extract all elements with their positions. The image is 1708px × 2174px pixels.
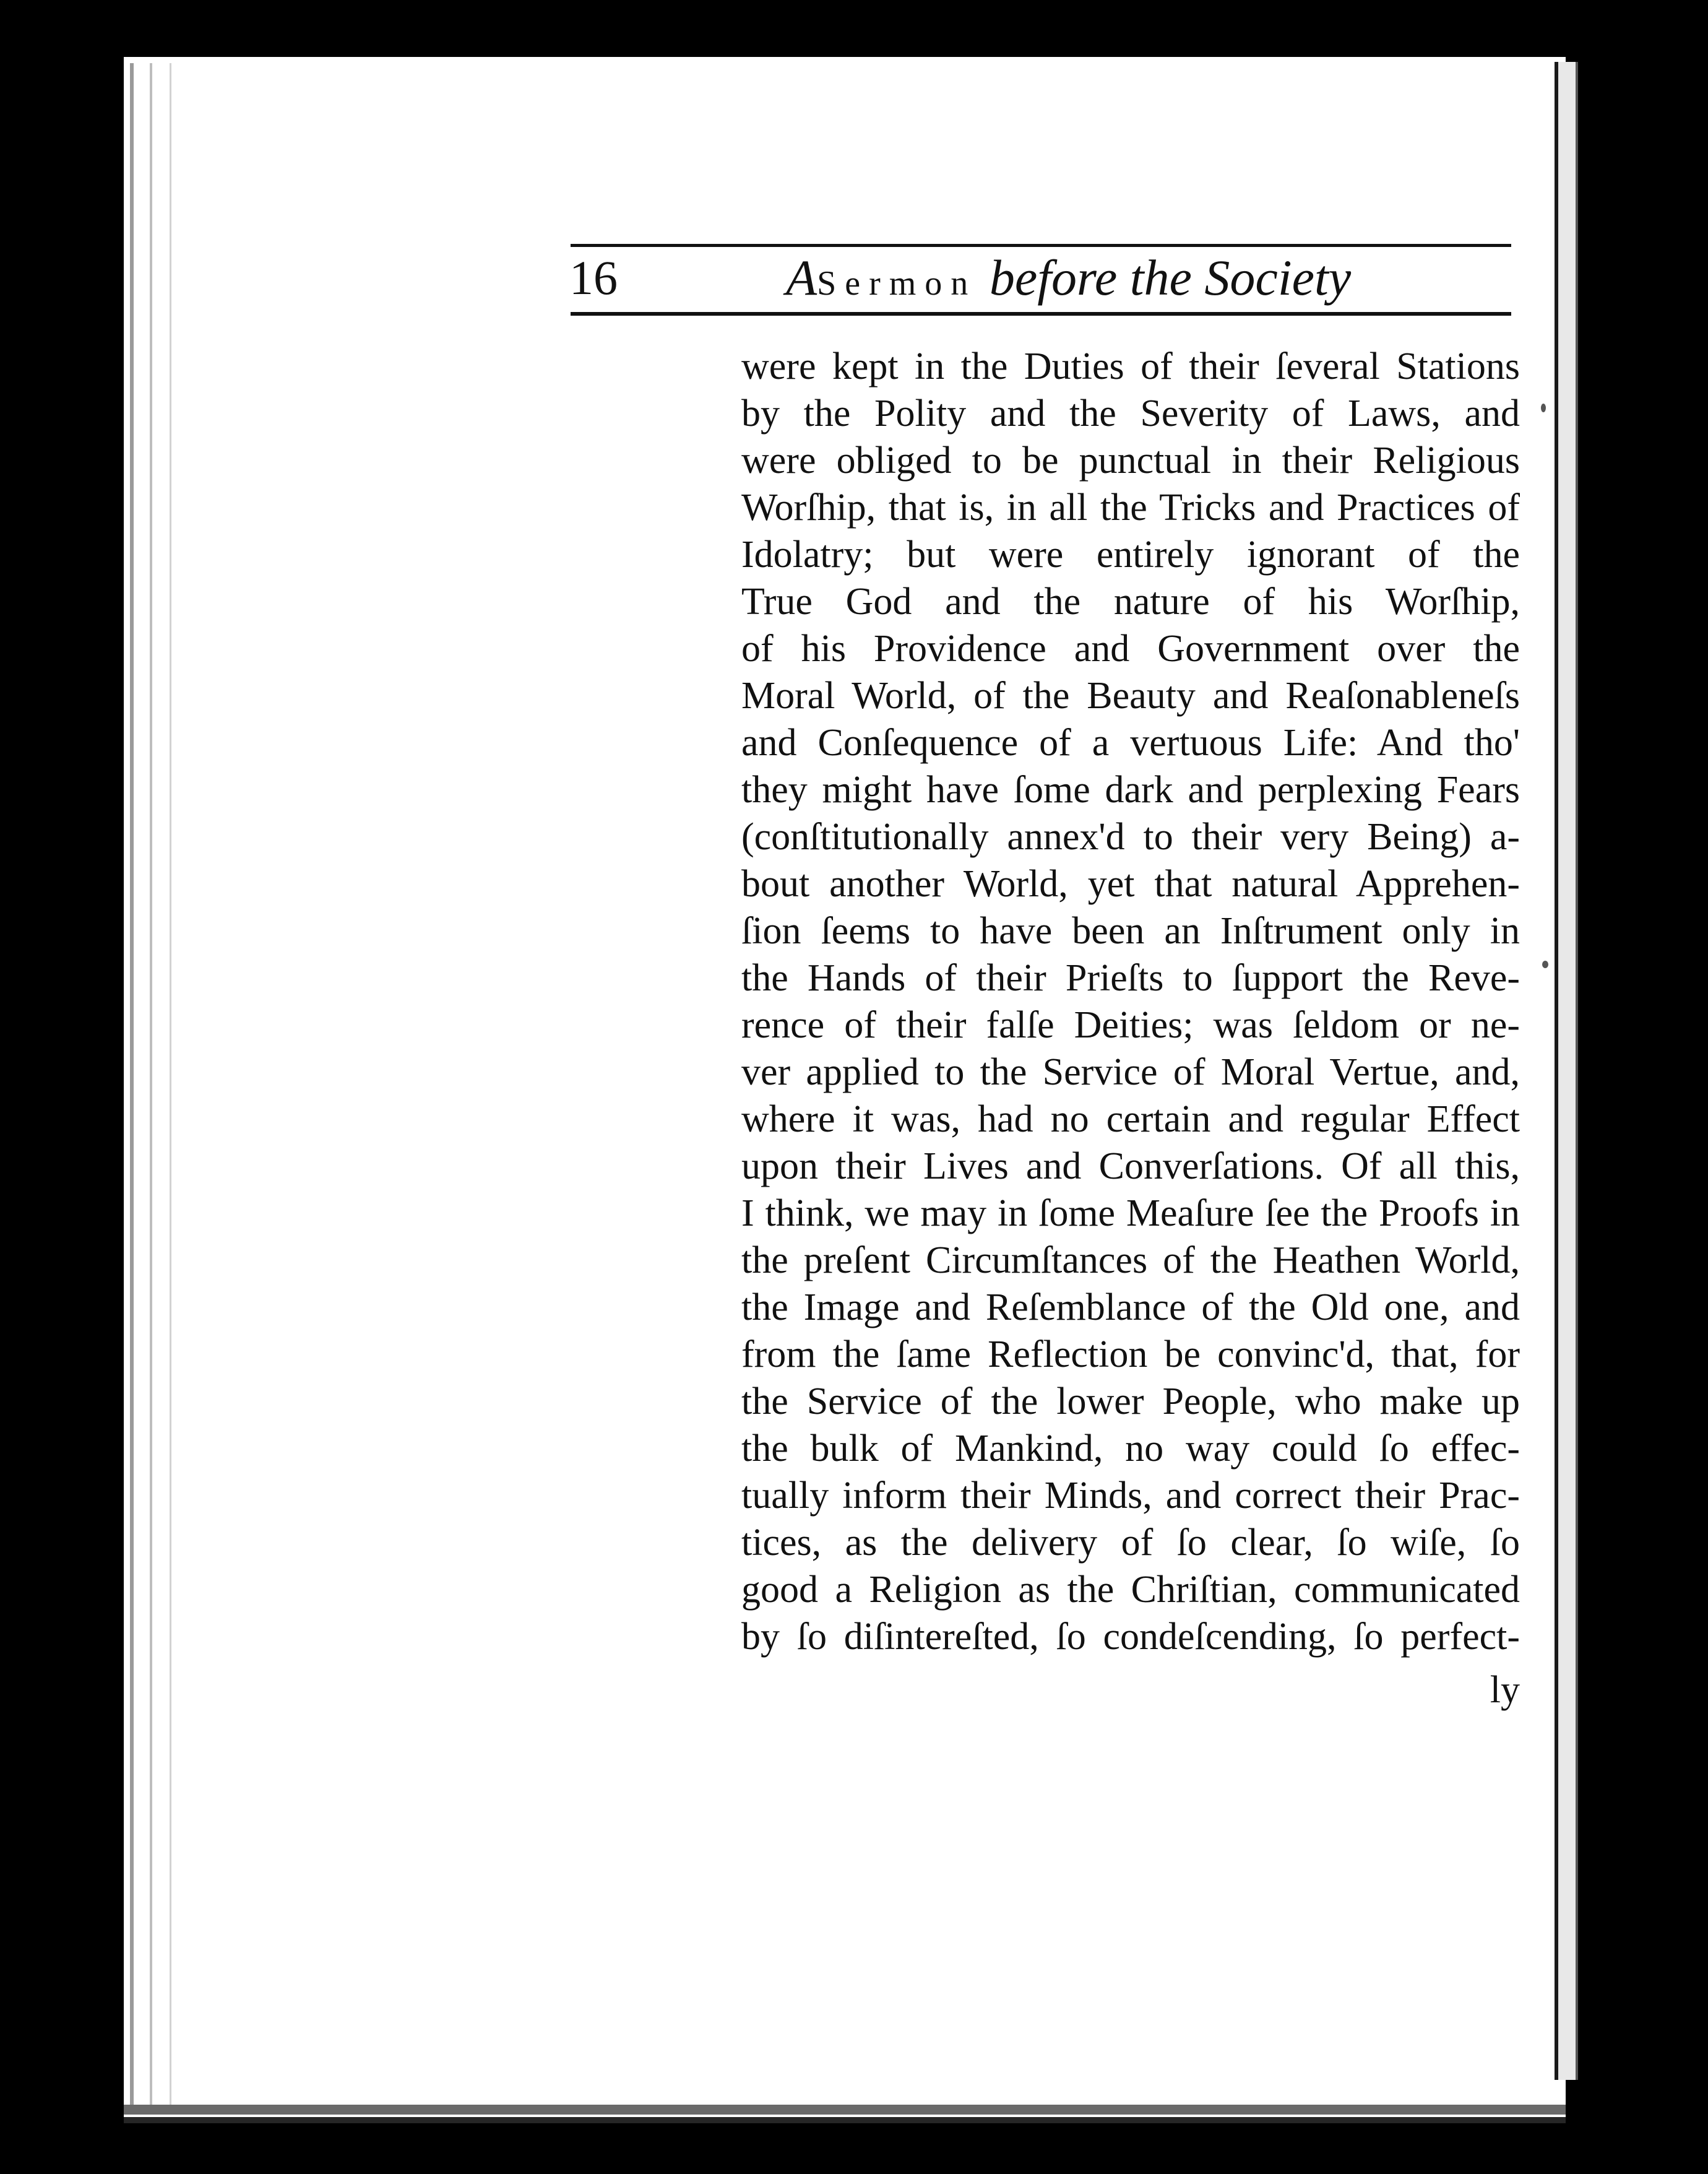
page-shadow-bottom bbox=[124, 2117, 1566, 2123]
page-edge-right bbox=[1555, 62, 1578, 2080]
text-line: Moral World, of the Beauty and Reaſonableneſs bbox=[741, 675, 1520, 717]
text-line: by ſo diſintereſted, ſo condeſcending, ſo perfect- bbox=[741, 1616, 1520, 1658]
text-line: tices, as the delivery of ſo clear, ſo wiſe, ſo bbox=[741, 1522, 1520, 1564]
page-number: 16 bbox=[569, 251, 618, 305]
text-line: rence of their falſe Deities; was ſeldom or ne- bbox=[741, 1004, 1520, 1046]
text-line: bout another World, yet that natural Apprehen- bbox=[741, 863, 1520, 905]
text-line: True God and the nature of his Worſhip, bbox=[741, 581, 1520, 623]
running-head bbox=[786, 249, 1352, 306]
text-line: were obliged to be punctual in their Religious bbox=[741, 440, 1520, 482]
text-line: (conſtitutionally annex'd to their very Being) a- bbox=[741, 816, 1520, 858]
text-line: the Image and Reſemblance of the Old one, and bbox=[741, 1286, 1520, 1328]
text-line: good a Religion as the Chriſtian, communicated bbox=[741, 1569, 1520, 1611]
header-rule-bottom bbox=[571, 312, 1511, 316]
running-head-caps: Sermon bbox=[817, 264, 977, 303]
text-line: Idolatry; but were entirely ignorant of the bbox=[741, 534, 1520, 576]
text-line: the Service of the lower People, who make up bbox=[741, 1380, 1520, 1423]
text-line: the Hands of their Prieſts to ſupport the Reve- bbox=[741, 957, 1520, 999]
book-page bbox=[124, 57, 1566, 2117]
text-line: I think, we may in ſome Meaſure ſee the Proofs in bbox=[741, 1192, 1520, 1234]
text-line: the bulk of Mankind, no way could ſo effec- bbox=[741, 1427, 1520, 1470]
body-text bbox=[741, 343, 1520, 1660]
text-line: where it was, had no certain and regular Effect bbox=[741, 1098, 1520, 1140]
text-line: from the ſame Reflection be convinc'd, that, for bbox=[741, 1333, 1520, 1375]
page-edge-bottom bbox=[124, 2105, 1566, 2115]
page-edge-left bbox=[130, 63, 189, 2106]
text-line: of his Providence and Government over the bbox=[741, 628, 1520, 670]
running-head-italic: before the Society bbox=[989, 249, 1352, 306]
text-line: and Conſequence of a vertuous Life: And tho' bbox=[741, 722, 1520, 764]
header-rule-top bbox=[571, 244, 1511, 247]
text-line: were kept in the Duties of their ſeveral Stations bbox=[741, 345, 1520, 388]
paper-speck bbox=[1541, 404, 1546, 412]
paper-speck bbox=[1542, 961, 1548, 968]
text-line: ſion ſeems to have been an Inſtrument only in bbox=[741, 910, 1520, 952]
text-line: they might have ſome dark and perplexing Fears bbox=[741, 769, 1520, 811]
catchword: ly bbox=[1490, 1669, 1520, 1711]
running-head-initial: A bbox=[786, 249, 817, 306]
text-line: tually inform their Minds, and correct their Prac- bbox=[741, 1475, 1520, 1517]
text-line: ver applied to the Service of Moral Vertue, and, bbox=[741, 1051, 1520, 1093]
text-line: the preſent Circumſtances of the Heathen World, bbox=[741, 1239, 1520, 1281]
text-line: Worſhip, that is, in all the Tricks and Practices of bbox=[741, 487, 1520, 529]
text-line: by the Polity and the Severity of Laws, and bbox=[741, 392, 1520, 435]
text-line: upon their Lives and Converſations. Of all this, bbox=[741, 1145, 1520, 1187]
